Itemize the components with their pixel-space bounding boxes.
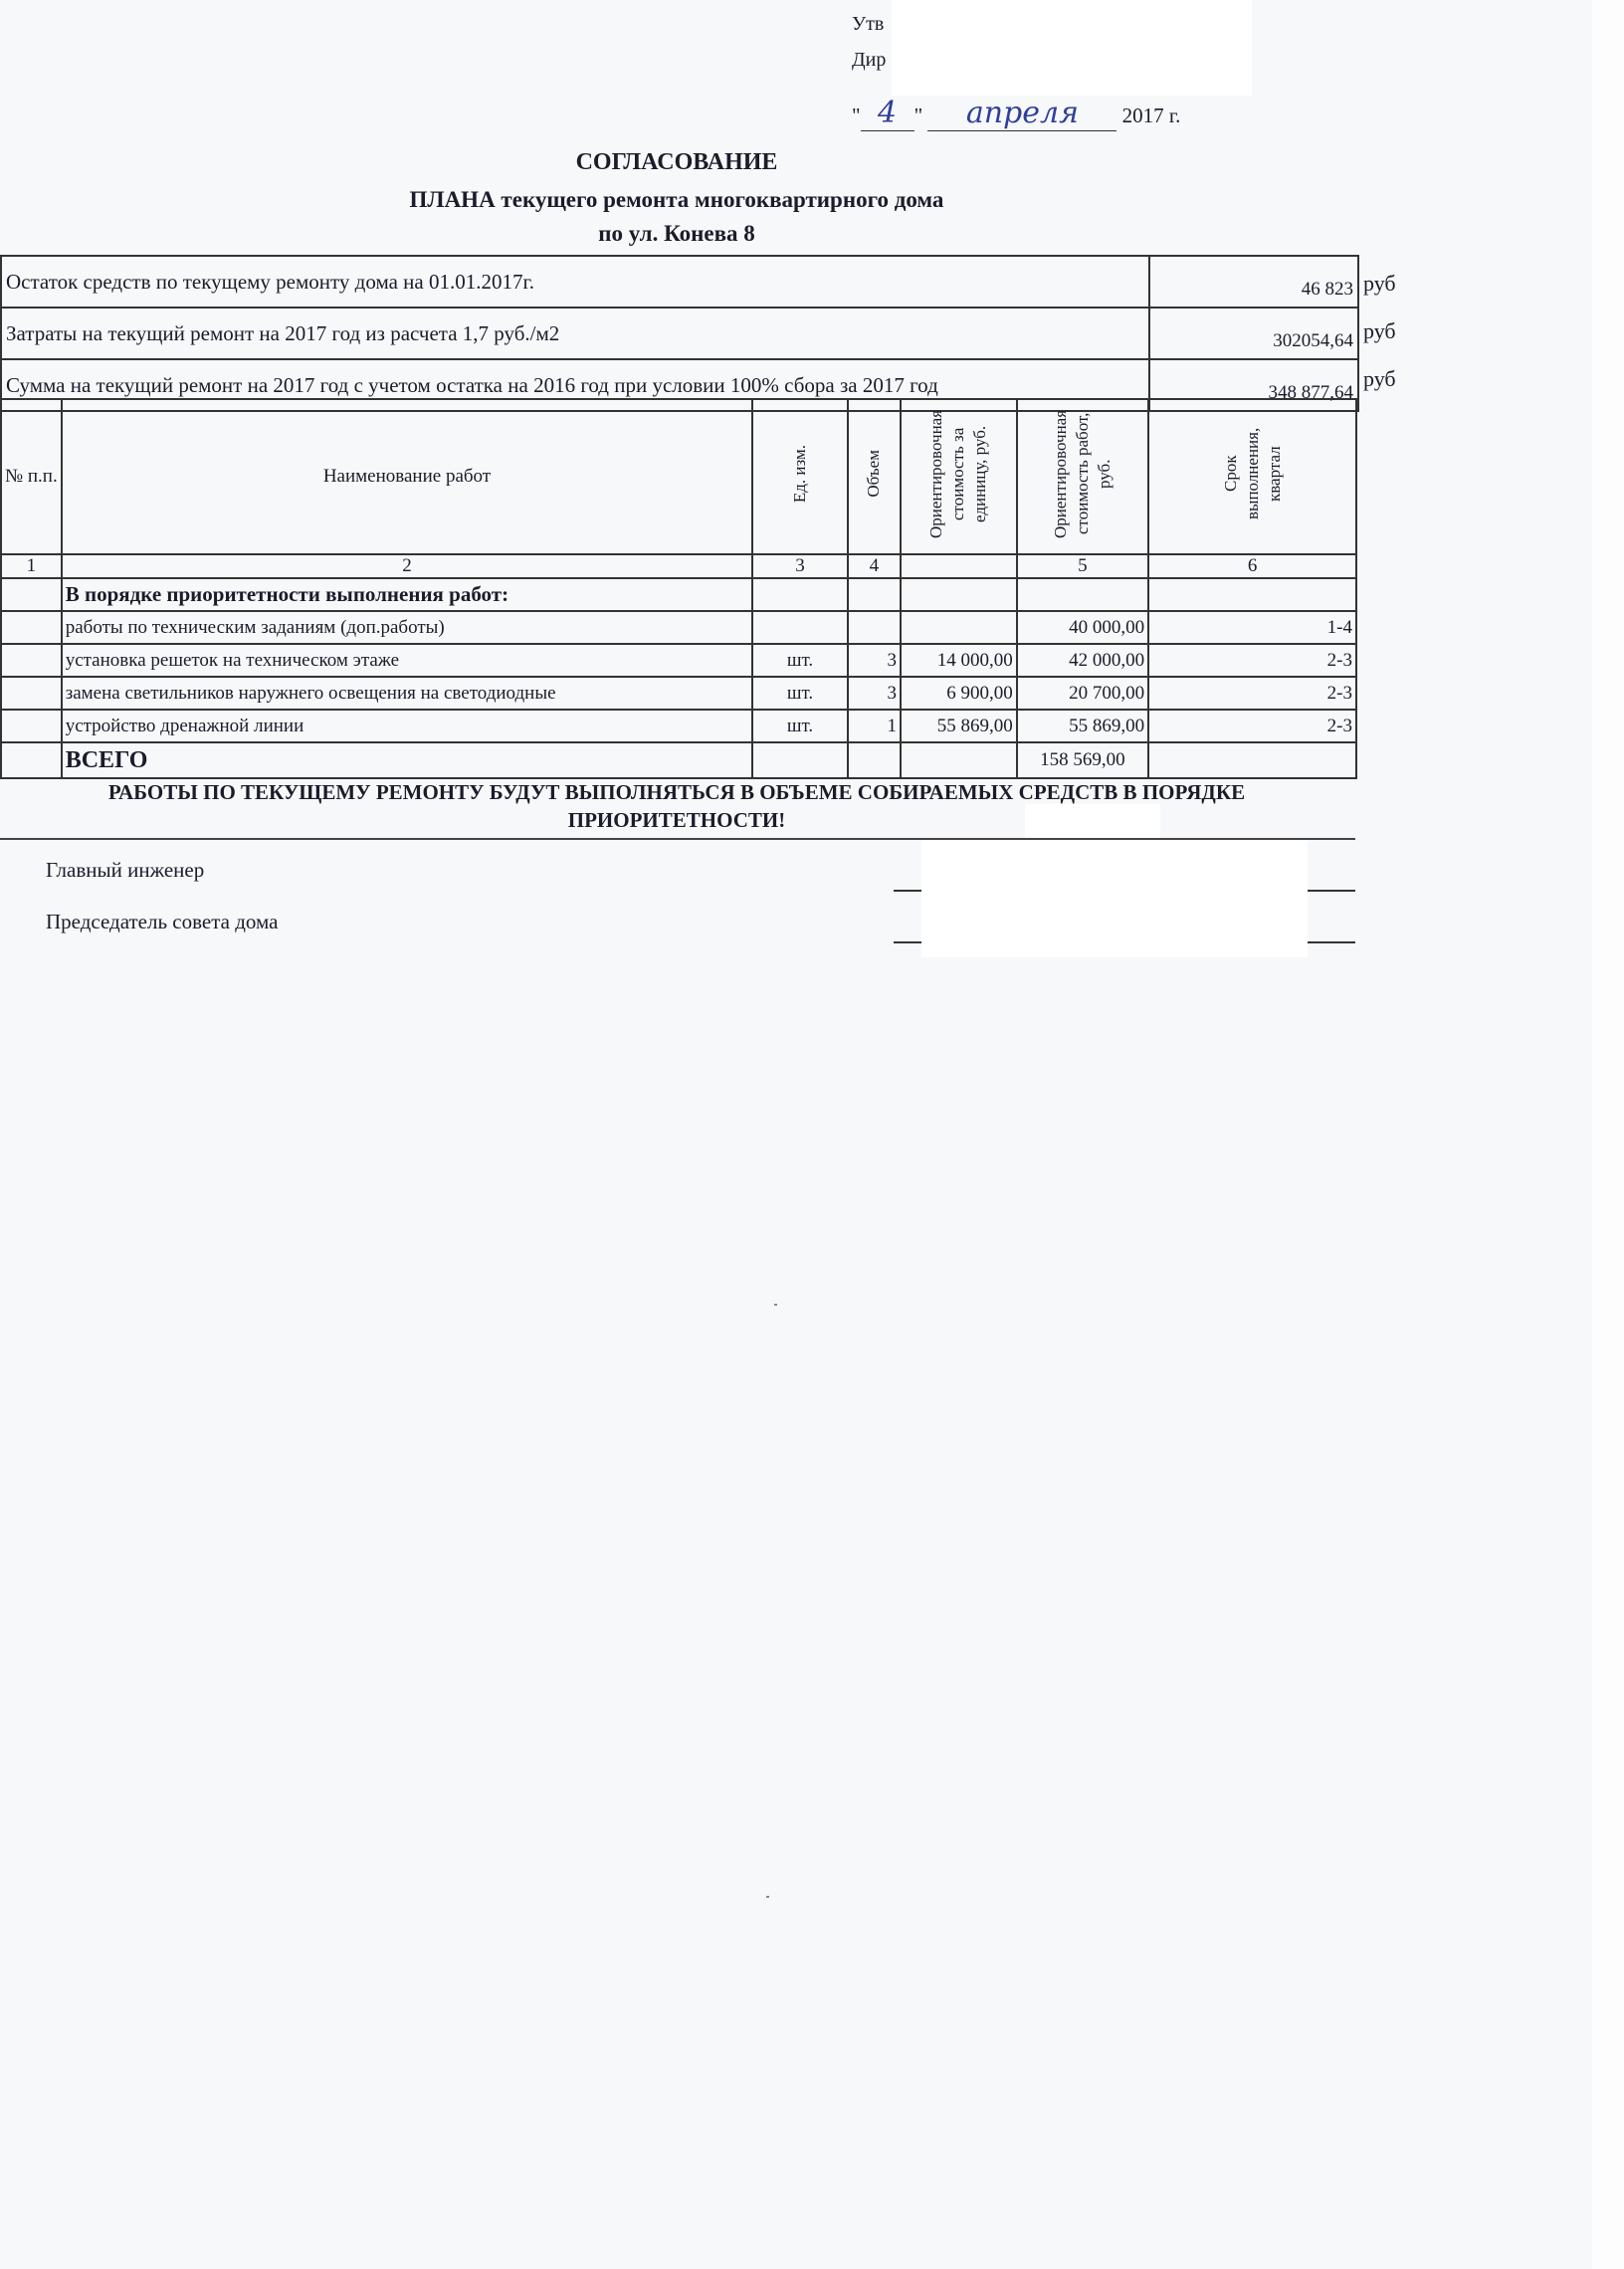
summary-unit: руб: [1363, 271, 1396, 296]
col-number: [901, 554, 1017, 578]
summary-amount: 348 877,64: [1149, 359, 1358, 411]
signature-engineer-label: Главный инженер: [46, 858, 205, 882]
col-number: 6: [1148, 554, 1356, 578]
row-name: устройство дренажной линии: [62, 710, 753, 742]
approval-line-2: Дир: [852, 49, 887, 71]
col-number: 1: [1, 554, 62, 578]
table-row: [1, 611, 1356, 644]
row-unit: [752, 611, 848, 644]
row-name: замена светильников наружнего освещения на светодиодные: [62, 677, 753, 710]
row-name: установка решеток на техническом этаже: [62, 644, 753, 677]
table-row: [1, 710, 1356, 742]
approval-block: [852, 6, 886, 78]
table-header-row: [1, 399, 1356, 554]
row-total: 40 000,00: [1017, 611, 1148, 644]
row-term: 2-3: [1148, 644, 1356, 677]
col-number: 5: [1017, 554, 1148, 578]
header-total-cost: Ориентировочная стоимость работ, руб.: [1050, 409, 1114, 538]
scan-edge: [1592, 0, 1624, 2269]
header-term: Срок выполнения, квартал: [1220, 427, 1284, 520]
header-volume-cell: [848, 399, 901, 554]
row-name: работы по техническим заданиям (доп.работы): [62, 611, 753, 644]
header-volume: Объем: [864, 450, 884, 498]
table-row: [1, 644, 1356, 677]
header-name: Наименование работ: [62, 399, 753, 554]
approval-date: " 4 " апреля 2017 г.: [852, 96, 1181, 130]
row-unit: шт.: [752, 644, 848, 677]
total-value: 158 569,00: [1017, 742, 1148, 778]
row-volume: [848, 611, 901, 644]
col-number: 4: [848, 554, 901, 578]
total-label: ВСЕГО: [62, 742, 753, 778]
signature-chairman-label: Председатель совета дома: [46, 910, 279, 933]
col-number: 2: [62, 554, 753, 578]
date-month: апреля: [965, 96, 1079, 130]
row-volume: 3: [848, 677, 901, 710]
row-total: 55 869,00: [1017, 710, 1148, 742]
row-unit-cost: [901, 611, 1017, 644]
redaction-signatures: [921, 840, 1308, 957]
doc-address: по ул. Конева 8: [598, 221, 755, 246]
table-row: [1, 677, 1356, 710]
row-total: 20 700,00: [1017, 677, 1148, 710]
row-total: 42 000,00: [1017, 644, 1148, 677]
row-unit-cost: 6 900,00: [901, 677, 1017, 710]
section-title: В порядке приоритетности выполнения работ:: [62, 578, 753, 611]
summary-amount: 46 823: [1149, 256, 1358, 308]
row-term: 2-3: [1148, 677, 1356, 710]
header-unit-cell: [752, 399, 848, 554]
doc-subtitle: ПЛАНА текущего ремонта многоквартирного дома: [409, 187, 944, 212]
summary-label: Затраты на текущий ремонт на 2017 год из расчета 1,7 руб./м2: [1, 308, 1149, 359]
scan-speck: [774, 1304, 777, 1306]
approval-line-1: Утв: [852, 13, 885, 35]
summary-row: [1, 256, 1358, 308]
total-row: [1, 742, 1356, 778]
row-volume: 1: [848, 710, 901, 742]
summary-table: [0, 255, 1359, 412]
row-unit: шт.: [752, 677, 848, 710]
summary-unit: руб: [1363, 366, 1396, 391]
summary-amount: 302054,64: [1149, 308, 1358, 359]
scan-speck: [766, 1896, 769, 1898]
header-num: № п.п.: [1, 399, 62, 554]
summary-row: [1, 308, 1358, 359]
column-number-row: [1, 554, 1356, 578]
col-number: 3: [752, 554, 848, 578]
redaction-approver: [892, 0, 1252, 96]
header-unit-cost-cell: [901, 399, 1017, 554]
row-unit-cost: 55 869,00: [901, 710, 1017, 742]
section-row: [1, 578, 1356, 611]
summary-label: Остаток средств по текущему ремонту дома на 01.01.2017г.: [1, 256, 1149, 308]
priority-notice: РАБОТЫ ПО ТЕКУЩЕМУ РЕМОНТУ БУДУТ ВЫПОЛНЯТЬСЯ В ОБЪЕМЕ СОБИРАЕМЫХ СРЕДСТВ В ПОРЯДКЕ ПРИОРИТЕТНОСТИ!: [107, 780, 1246, 832]
header-unit-cost: Ориентировочная стоимость за единицу, руб.: [926, 409, 990, 538]
header-unit: Ед. изм.: [790, 444, 810, 504]
row-unit: шт.: [752, 710, 848, 742]
works-table: [0, 398, 1357, 779]
row-term: 1-4: [1148, 611, 1356, 644]
doc-title: СОГЛАСОВАНИЕ: [575, 149, 778, 175]
row-term: 2-3: [1148, 710, 1356, 742]
summary-label: Сумма на текущий ремонт на 2017 год с учетом остатка на 2016 год при условии 100% сбора за 2017 год: [1, 359, 1149, 411]
row-unit-cost: 14 000,00: [901, 644, 1017, 677]
redaction-notice: [1025, 804, 1160, 838]
summary-unit: руб: [1363, 318, 1396, 343]
date-day: 4: [878, 96, 898, 130]
header-term-cell: [1148, 399, 1356, 554]
header-total-cost-cell: [1017, 399, 1148, 554]
row-volume: 3: [848, 644, 901, 677]
date-year: 2017 г.: [1121, 103, 1181, 127]
